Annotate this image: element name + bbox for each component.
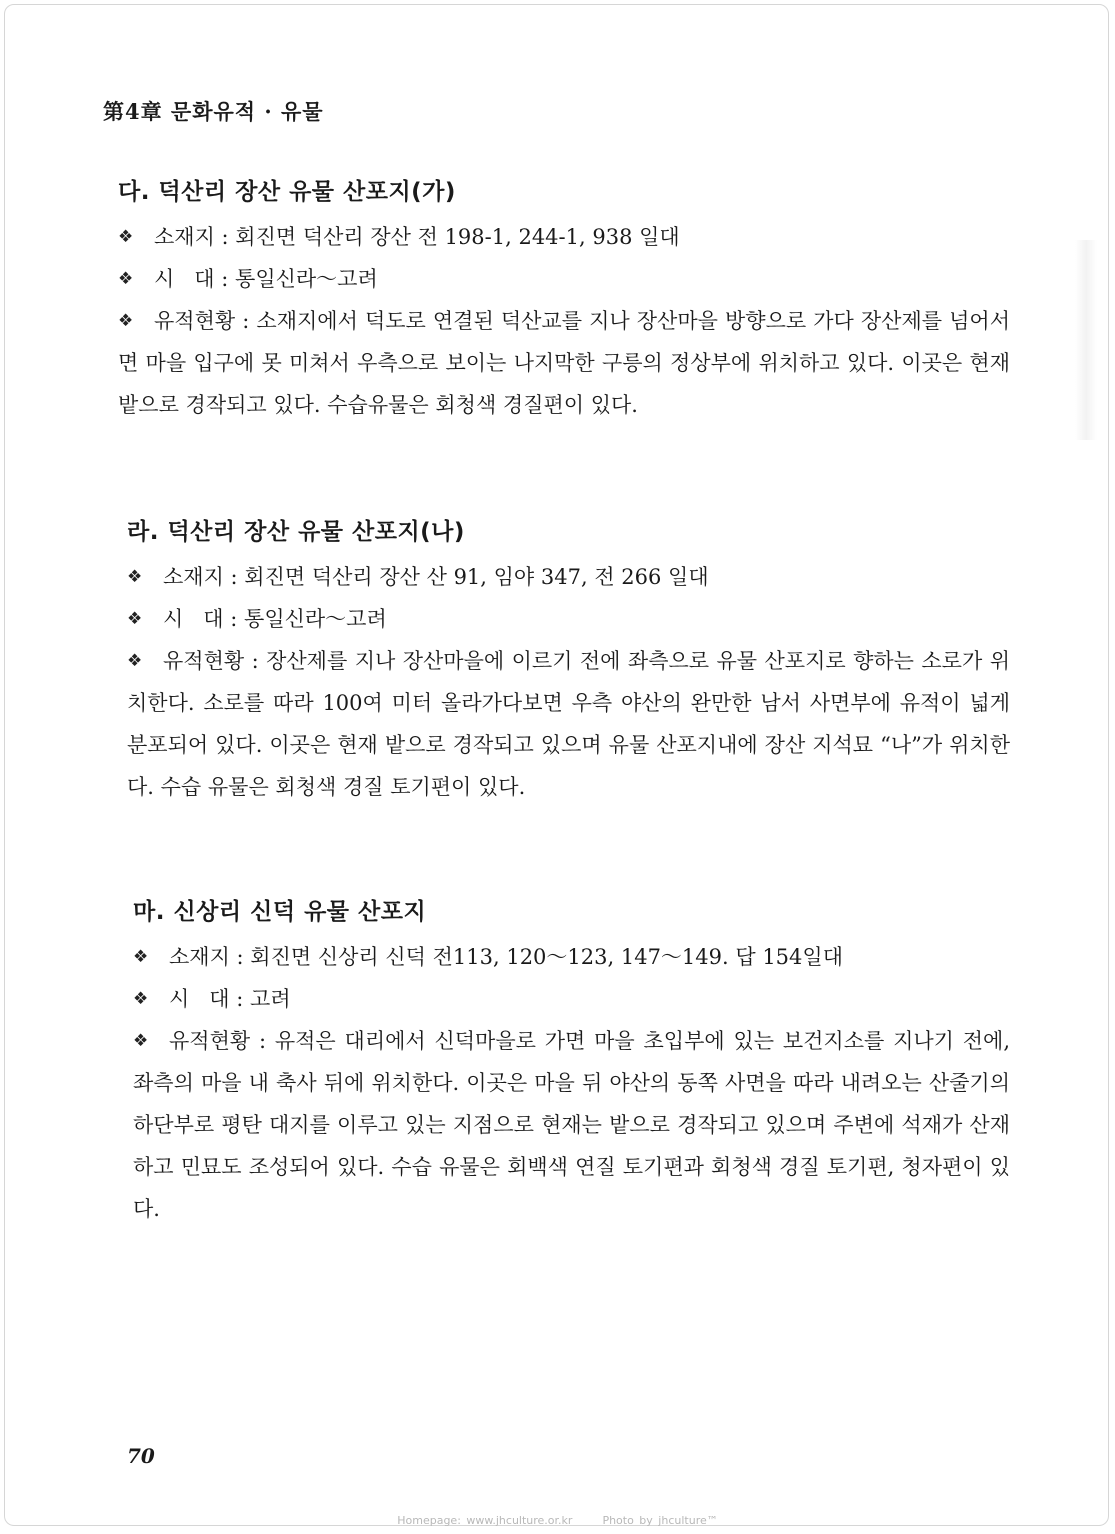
bullet-icon: ❖ [118,227,134,247]
bullet-icon: ❖ [118,311,134,331]
period-value: 통일신라～고려 [235,267,378,291]
status-label: 유적현황 : [169,1029,275,1053]
location-row [133,936,1010,978]
scan-shadow [1075,240,1097,440]
status-row [118,300,1010,426]
section-title: 다. 덕산리 장산 유물 산포지(가) [118,179,456,205]
section-ra [127,510,1010,808]
section-ma [133,890,1010,1230]
period-label: 시 대 : [169,987,251,1011]
bullet-icon: ❖ [127,609,143,629]
status-value: 유적은 대리에서 신덕마을로 가면 마을 초입부에 있는 보건지소를 지나기 전에, 좌측의 마을 내 축사 뒤에 위치한다. 이곳은 마을 뒤 야산의 동쪽 사면을 따라 내려오는 산줄기의 하단부로 평탄 대지를 이루고 있는 지점으로 현재는 밭으로 경작되고 있으며 주변에 석재가 산재하고 민묘도 조성되어 있다. 수습 유물은 회백색 연질 토기편과 회청색 경질 토기편, 청자편이 있다. [133,1029,1011,1221]
location-value: 회진면 덕산리 장산 전 198-1, 244-1, 938 일대 [235,225,680,249]
period-value: 고려 [250,987,291,1011]
location-value: 회진면 덕산리 장산 산 91, 임야 347, 전 266 일대 [244,565,709,589]
status-label: 유적현황 : [154,309,257,333]
section-da [118,170,1010,426]
period-row [133,978,1010,1020]
period-row [127,598,1010,640]
location-label: 소재지 : [154,225,236,249]
section-title: 마. 신상리 신덕 유물 산포지 [133,899,427,925]
location-label: 소재지 : [163,565,245,589]
period-row [118,258,1010,300]
period-label: 시 대 : [154,267,236,291]
period-value: 통일신라～고려 [244,607,387,631]
footer-photo-credit: Photo by jhculture™ [602,1514,718,1527]
location-row [118,216,1010,258]
status-row [127,640,1010,808]
section-title: 라. 덕산리 장산 유물 산포지(나) [127,519,465,545]
bullet-icon: ❖ [133,947,149,967]
footer-homepage: Homepage: www.jhculture.or.kr [397,1514,573,1527]
status-row [133,1020,1010,1230]
status-value: 소재지에서 덕도로 연결된 덕산교를 지나 장산마을 방향으로 가다 장산제를 넘어서면 마을 입구에 못 미쳐서 우측으로 보이는 나지막한 구릉의 정상부에 위치하고 있다. 이곳은 현재 밭으로 경작되고 있다. 수습유물은 회청색 경질편이 있다. [118,309,1010,417]
chapter-heading: 第4章 문화유적 · 유물 [103,99,324,124]
bullet-icon: ❖ [127,567,143,587]
status-value: 장산제를 지나 장산마을에 이르기 전에 좌측으로 유물 산포지로 향하는 소로가 위치한다. 소로를 따라 100여 미터 올라가다보면 우측 야산의 완만한 남서 사면부에 유적이 넓게 분포되어 있다. 이곳은 현재 밭으로 경작되고 있으며 유물 산포지내에 장산 지석묘 “나”가 위치한다. 수습 유물은 회청색 경질 토기편이 있다. [127,649,1010,799]
bullet-icon: ❖ [127,651,143,671]
footer [0,1514,1115,1527]
bullet-icon: ❖ [118,269,134,289]
location-label: 소재지 : [169,945,251,969]
period-label: 시 대 : [163,607,245,631]
status-label: 유적현황 : [163,649,267,673]
location-row [127,556,1010,598]
bullet-icon: ❖ [133,989,149,1009]
page-number: 70 [127,1444,155,1468]
location-value: 회진면 신상리 신덕 전113, 120～123, 147～149. 답 154일대 [250,945,843,969]
bullet-icon: ❖ [133,1031,149,1051]
